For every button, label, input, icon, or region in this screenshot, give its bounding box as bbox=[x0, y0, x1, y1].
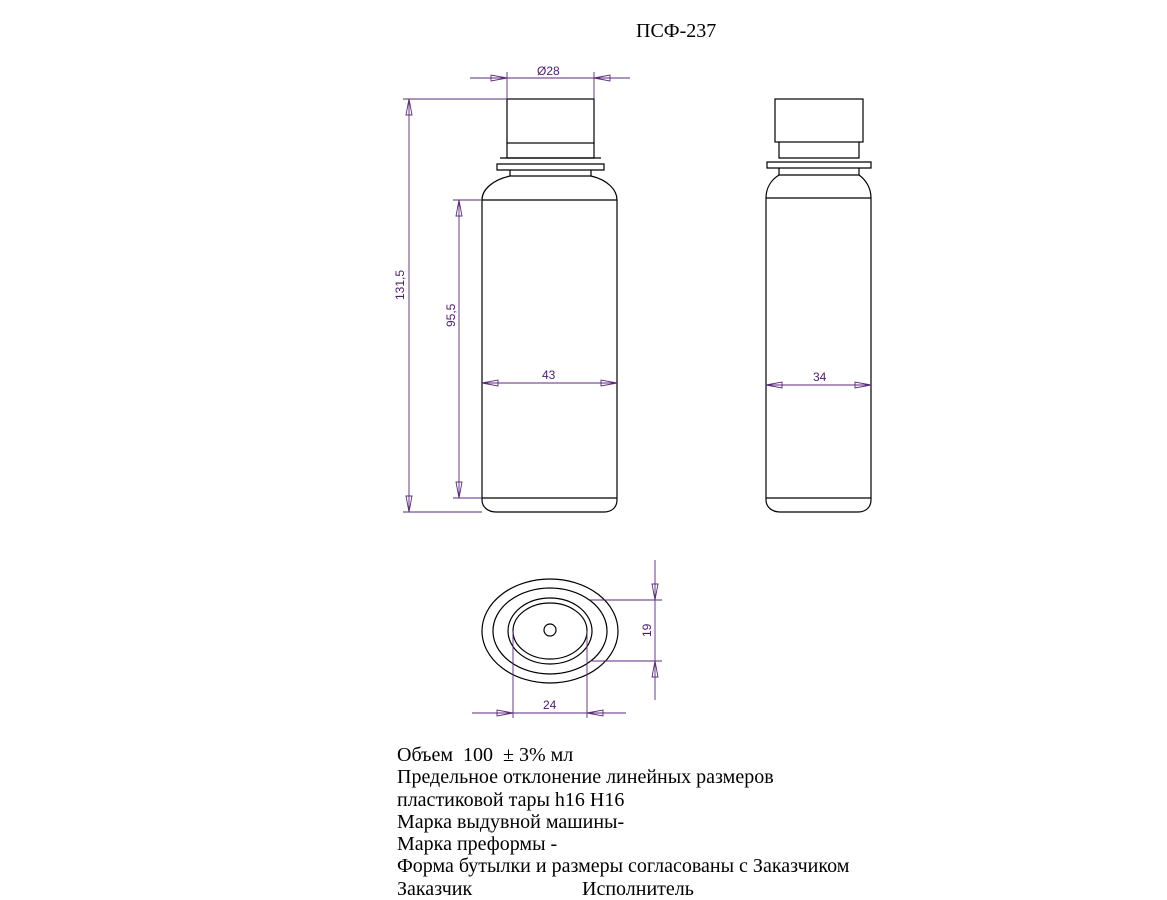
top-outer-ellipse bbox=[482, 579, 618, 683]
dim-total-height: 131,5 bbox=[393, 269, 407, 300]
note-tolerance-2: пластиковой тары h16 H16 bbox=[397, 788, 625, 811]
note-preform: Марка преформы - bbox=[397, 833, 558, 856]
dim-top-depth: 19 bbox=[640, 623, 654, 637]
side-neck bbox=[779, 142, 859, 158]
dim-diameter-value: 28 bbox=[546, 64, 560, 78]
dim-front-width: 43 bbox=[542, 368, 556, 382]
dim-side-width: 34 bbox=[813, 370, 827, 384]
note-volume-suffix: 3% мл bbox=[513, 744, 574, 766]
dim-body-height: 95,5 bbox=[444, 303, 458, 327]
front-body bbox=[482, 176, 617, 512]
front-neck bbox=[507, 143, 594, 158]
top-center-hole bbox=[544, 624, 556, 636]
customer-label: Заказчик bbox=[397, 877, 473, 900]
notes-block bbox=[397, 744, 849, 900]
dim-top-width: 24 bbox=[543, 698, 557, 712]
contractor-label: Исполнитель bbox=[582, 877, 694, 900]
side-cap bbox=[775, 99, 863, 142]
note-agreement: Форма бутылки и размеры согласованы с Заказчиком bbox=[397, 855, 850, 878]
note-tolerance-1: Предельное отклонение линейных размеров bbox=[397, 766, 774, 789]
drawing-title: ПСФ-237 bbox=[636, 20, 717, 42]
top-view bbox=[482, 579, 618, 683]
side-body bbox=[766, 175, 871, 512]
note-blow-machine: Марка выдувной машины- bbox=[397, 810, 625, 833]
plus-minus-sign: ± bbox=[503, 744, 514, 766]
note-volume bbox=[397, 744, 849, 766]
front-view bbox=[482, 99, 617, 512]
front-support-ring bbox=[497, 164, 604, 170]
side-view bbox=[766, 99, 871, 512]
front-cap bbox=[507, 99, 594, 143]
dim-diameter-label: Ø28 bbox=[537, 64, 560, 78]
side-support-ring bbox=[767, 162, 871, 168]
note-volume-prefix: Объем 100 bbox=[397, 744, 503, 766]
